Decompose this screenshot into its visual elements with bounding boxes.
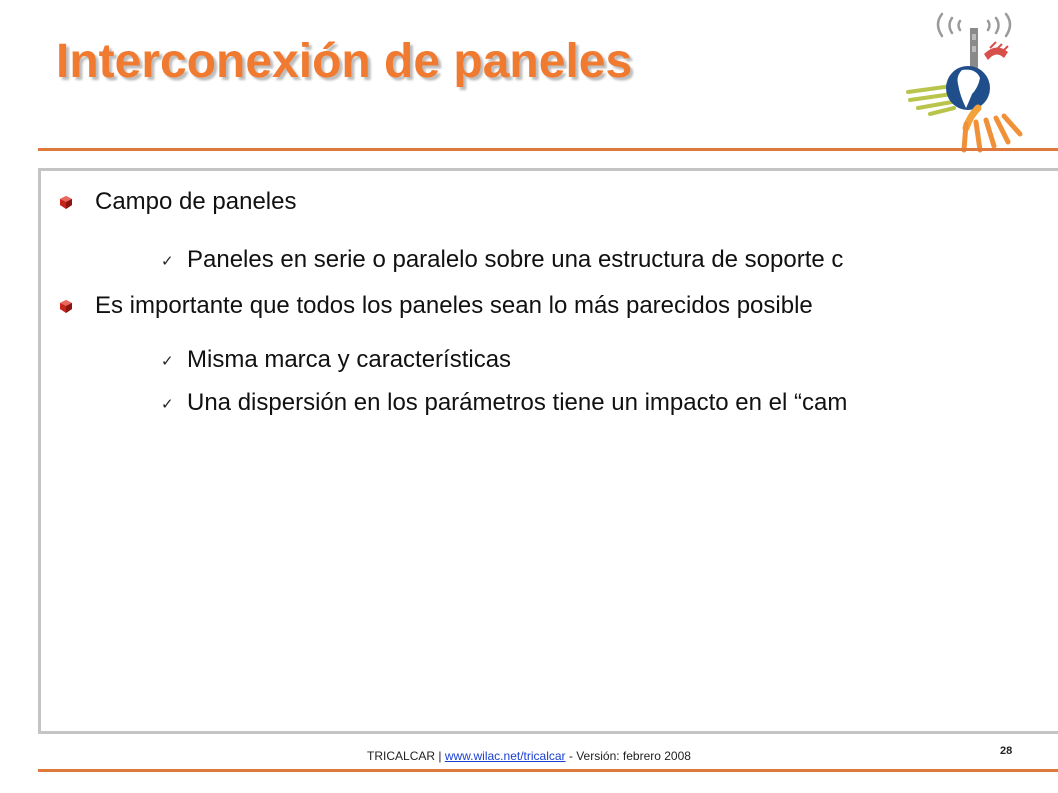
- slide-footer: [0, 749, 1058, 763]
- slide-title: Interconexión de paneles: [56, 35, 633, 88]
- footer-version: - Versión: febrero 2008: [565, 749, 691, 763]
- sub-bullet-text: Paneles en serie o paralelo sobre una estructura de soporte c: [187, 246, 844, 273]
- footer-separator: |: [435, 749, 445, 763]
- tricalcar-logo: [900, 4, 1050, 156]
- title-divider: [38, 148, 1058, 151]
- page-number: 28: [1000, 745, 1013, 757]
- footer-divider: [38, 769, 1058, 772]
- checkmark-icon: ✓: [161, 352, 174, 370]
- red-bullet-icon: [59, 196, 73, 210]
- red-bullet-icon: [59, 300, 73, 314]
- footer-link[interactable]: www.wilac.net/tricalcar: [444, 749, 566, 763]
- sub-bullet-text: Una dispersión en los parámetros tiene un impacto en el “cam: [187, 389, 848, 416]
- content-panel: [38, 168, 1058, 734]
- bullet-text: Es importante que todos los paneles sean lo más parecidos posible: [95, 292, 813, 319]
- footer-brand: TRICALCAR: [367, 749, 436, 763]
- sub-bullet-text: Misma marca y características: [187, 346, 512, 373]
- bullet-text: Campo de paneles: [95, 188, 297, 215]
- checkmark-icon: ✓: [161, 395, 174, 413]
- checkmark-icon: ✓: [161, 252, 174, 270]
